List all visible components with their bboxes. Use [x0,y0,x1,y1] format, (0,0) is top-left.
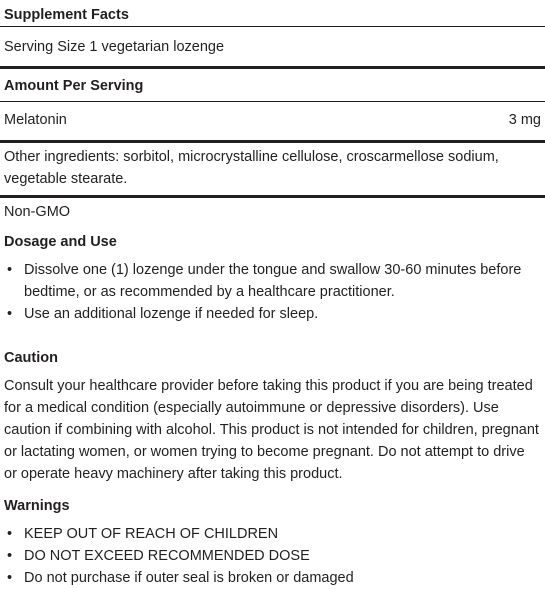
amount-per-serving-header: Amount Per Serving [4,78,144,94]
nutrient-amount: 3 mg [508,112,541,128]
nutrient-name: Melatonin [4,112,67,128]
caution-title: Caution [4,350,58,366]
list-item: • DO NOT EXCEED RECOMMENDED DOSE [4,545,541,567]
dosage-title: Dosage and Use [4,234,117,250]
list-item: • Use an additional lozenge if needed for sleep. [4,303,541,325]
warnings-title: Warnings [4,498,70,514]
list-item: • KEEP OUT OF REACH OF CHILDREN [4,523,541,545]
facts-title: Supplement Facts [4,7,129,23]
other-ingredients: Other ingredients: sorbitol, microcrystalline cellulose, croscarmellose sodium, vegetable stearate. [4,149,499,187]
caution-text: Consult your healthcare provider before taking this product if you are being treated for a medical condition (especially autoimmune or depressive disorders). Use caution if combining with alcohol. This product is not intended for children, pregnant or lactating women, or women trying to become pregnant. Do not attempt to drive or operate heavy machinery after taking this product. [4,378,539,482]
list-item: • Do not purchase if outer seal is broken or damaged [4,567,541,589]
list-item: • Dissolve one (1) lozenge under the tongue and swallow 30-60 minutes before bedtime, or as recommended by a healthcare practitioner. [4,259,541,303]
non-gmo-label: Non-GMO [4,204,71,220]
warnings-list [4,523,541,589]
dosage-list [4,259,541,325]
nutrient-row [4,102,541,140]
serving-size: Serving Size 1 vegetarian lozenge [4,39,225,55]
